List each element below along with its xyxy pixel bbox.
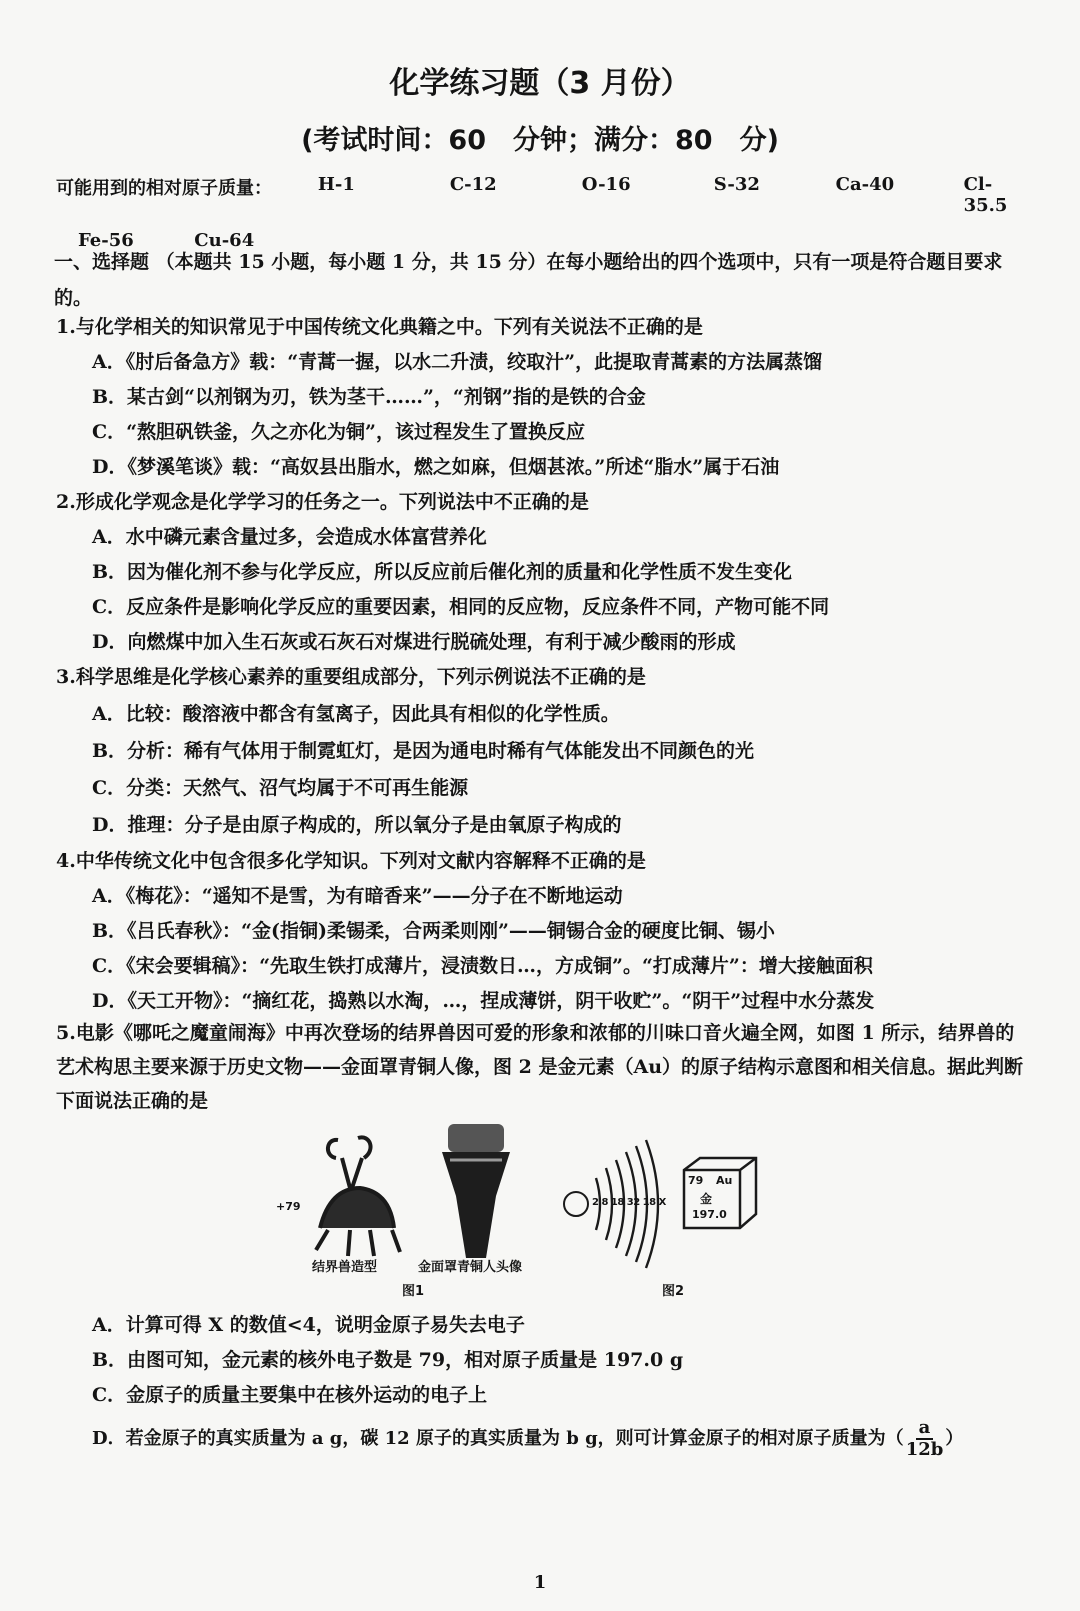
- q5-option-a: A．计算可得 X 的数值<4，说明金原子易失去电子: [92, 1314, 525, 1336]
- q5-option-d-end: ）: [945, 1428, 964, 1449]
- mass-item: H-1: [317, 174, 355, 195]
- figure-area: [276, 1118, 770, 1299]
- figure-2-label: 图2: [662, 1284, 685, 1299]
- page-number: 1: [533, 1572, 547, 1593]
- q2-option-b: B．因为催化剂不参与化学反应，所以反应前后催化剂的质量和化学性质不发生变化: [92, 561, 793, 583]
- q5-option-b: B．由图可知，金元素的核外电子数是 79，相对原子质量是 197.0 g: [92, 1349, 684, 1371]
- q4-option-a: A．《梅花》：“遥知不是雪，为有暗香来”——分子在不断地运动: [92, 885, 623, 907]
- cell-element-name: 金: [700, 1192, 713, 1206]
- question-5-stem: 5.电影《哪吒之魔童闹海》中再次登场的结界兽因可爱的形象和浓郁的川味口音火遍全网，如图 1 所示，结界兽的艺术构思主要来源于历史文物——金面罩青铜人像，图 2 是金元素（Au）的原子结构示意图和相关信息。据此判断下面说法正确的是: [56, 1022, 1024, 1112]
- q3-option-a: A．比较：酸溶液中都含有氢离子，因此具有相似的化学性质。: [92, 703, 620, 725]
- page-title: 化学练习题（3 月份）: [389, 66, 691, 101]
- figure-1-label: 图1: [402, 1284, 425, 1299]
- q1-option-d: D．《梦溪笔谈》载：“高奴县出脂水，燃之如麻，但烟甚浓。”所述“脂水”属于石油: [92, 456, 780, 478]
- creature-illustration: [316, 1137, 400, 1256]
- mass-item: S-32: [713, 174, 760, 195]
- q1-option-a: A．《肘后备急方》载：“青蒿一握，以水二升渍，绞取汁”，此提取青蒿素的方法属蒸馏: [92, 351, 823, 373]
- mass-item: O-16: [581, 174, 631, 195]
- q5-option-d: [92, 1418, 1042, 1460]
- masses-label: 可能用到的相对原子质量：: [56, 178, 272, 199]
- relative-atomic-masses: [56, 174, 1036, 251]
- mass-item: Fe-56: [78, 230, 134, 251]
- exam-info: (考试时间：60 分钟；满分：80 分): [301, 125, 779, 156]
- q2-option-d: D．向燃煤中加入生石灰或石灰石对煤进行脱硫处理，有利于减少酸雨的形成: [92, 631, 736, 653]
- caption-bronze-head: 金面罩青铜人头像: [418, 1260, 523, 1275]
- q5-option-d-text: D．若金原子的真实质量为 a g，碳 12 原子的真实质量为 b g，则可计算金原子的相对原子质量为（: [92, 1428, 904, 1449]
- cell-atomic-number: 79: [688, 1174, 704, 1187]
- q1-option-b: B．某古剑“以剂钢为刃，铁为茎干……”，“剂钢”指的是铁的合金: [92, 386, 646, 408]
- q4-option-d: D．《天工开物》：“摘红花，捣熟以水淘，…，捏成薄饼，阴干收贮”。“阴干”过程中水分蒸发: [92, 990, 875, 1012]
- q1-option-c: C．“熬胆矾铁釜，久之亦化为铜”，该过程发生了置换反应: [92, 421, 585, 443]
- nucleus-charge: +79: [276, 1200, 301, 1213]
- q3-option-b: B．分析：稀有气体用于制霓虹灯，是因为通电时稀有气体能发出不同颜色的光: [92, 740, 755, 762]
- question-1-stem: 1.与化学相关的知识常见于中国传统文化典籍之中。下列有关说法不正确的是: [56, 316, 703, 338]
- mass-item: Cl-35.5: [963, 174, 1008, 216]
- q5-option-c: C．金原子的质量主要集中在核外运动的电子上: [92, 1384, 488, 1406]
- question-2-stem: 2.形成化学观念是化学学习的任务之一。下列说法中不正确的是: [56, 491, 589, 513]
- mass-item: C-12: [449, 174, 497, 195]
- q2-option-a: A．水中磷元素含量过多，会造成水体富营养化: [92, 526, 487, 548]
- fraction-denominator: 12b: [905, 1439, 944, 1460]
- q4-option-c: C．《宋会要辑稿》：“先取生铁打成薄片，浸渍数日…，方成铜”。“打成薄片”：增大接触面积: [92, 955, 873, 977]
- bronze-head-illustration: [442, 1124, 510, 1258]
- section-heading: 一、选择题 （本题共 15 小题，每小题 1 分，共 15 分）在每小题给出的四个选项中，只有一项是符合题目要求的。: [54, 251, 1003, 309]
- cell-atomic-mass: 197.0: [692, 1208, 727, 1221]
- q2-option-c: C．反应条件是影响化学反应的重要因素，相同的反应物，反应条件不同，产物可能不同: [92, 596, 830, 618]
- caption-creature: 结界兽造型: [312, 1260, 378, 1275]
- question-3-stem: 3.科学思维是化学核心素养的重要组成部分，下列示例说法不正确的是: [56, 666, 646, 688]
- q4-option-b: B．《吕氏春秋》：“金(指铜)柔锡柔，合两柔则刚”——铜锡合金的硬度比铜、锡小: [92, 920, 775, 942]
- fraction: [906, 1418, 944, 1460]
- mass-item: Cu-64: [194, 230, 255, 251]
- q3-option-c: C．分类：天然气、沼气均属于不可再生能源: [92, 777, 469, 799]
- question-4-stem: 4.中华传统文化中包含很多化学知识。下列对文献内容解释不正确的是: [56, 850, 646, 872]
- cell-symbol: Au: [716, 1174, 733, 1187]
- mass-item: Ca-40: [835, 174, 895, 195]
- fraction-numerator: a: [916, 1418, 934, 1440]
- q3-option-d: D．推理：分子是由原子构成的，所以氧分子是由氧原子构成的: [92, 814, 622, 836]
- electron-shells: 2 8 18 32 18 X: [592, 1197, 666, 1208]
